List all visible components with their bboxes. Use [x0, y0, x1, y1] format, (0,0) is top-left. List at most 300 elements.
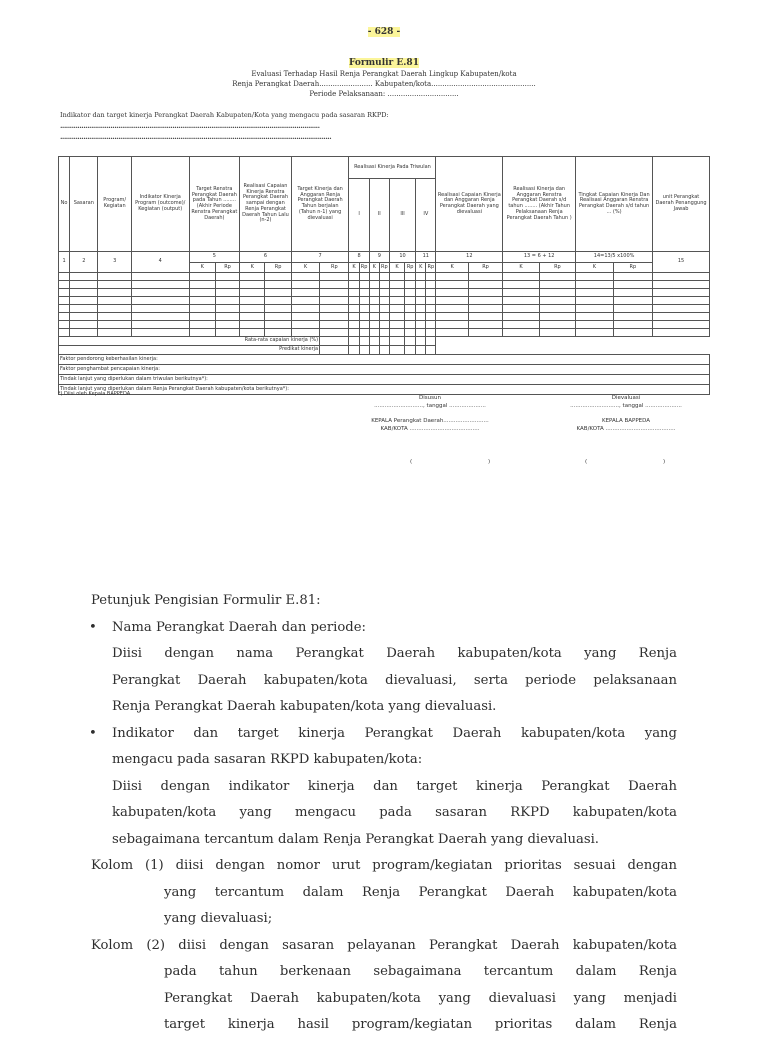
table-cell	[436, 281, 468, 289]
form-title: Formulir E.81	[349, 58, 419, 68]
table-cell	[320, 297, 349, 305]
table-cell	[98, 297, 131, 305]
table-cell	[653, 289, 710, 297]
table-cell	[576, 297, 613, 305]
table-cell	[320, 321, 349, 329]
header-realisasi-capaian: Realisasi Capaian Kinerja Renstra Perangkat Daerah sampai dengan Renja Perangkat Daerah Tahun Lalu (n-2)	[240, 157, 292, 252]
dots-line-1: ......................................................................................................................................	[60, 121, 320, 130]
table-cell	[468, 305, 502, 313]
table-cell	[503, 297, 539, 305]
table-cell	[405, 281, 416, 289]
table-cell	[349, 281, 359, 289]
k-label: K	[240, 263, 265, 273]
table-cell	[131, 321, 189, 329]
table-cell	[576, 281, 613, 289]
table-cell	[359, 273, 369, 281]
table-cell	[436, 305, 468, 313]
table-cell	[70, 289, 98, 297]
kolom-2-line-4: target kinerja hasil program/kegiatan prioritas dalam Renja	[164, 1017, 677, 1032]
table-row	[59, 281, 710, 289]
header-program: Program/ Kegiatan	[98, 157, 131, 252]
table-cell	[291, 289, 319, 297]
table-cell	[98, 313, 131, 321]
table-cell	[503, 305, 539, 313]
col-number: 1	[59, 252, 70, 273]
table-cell	[215, 273, 239, 281]
table-cell	[539, 297, 575, 305]
table-cell	[369, 273, 379, 281]
k-label: K	[436, 263, 468, 273]
bullet-2-title-1: Indikator dan target kinerja Perangkat Daerah kabupaten/kota yang	[112, 725, 677, 741]
table-cell	[349, 321, 359, 329]
header-indikator: Indikator Kinerja Program (outcome)/ Kegiatan (output)	[131, 157, 189, 252]
table-cell	[131, 289, 189, 297]
table-cell	[539, 329, 575, 337]
header-tw-3: III	[389, 179, 415, 252]
bullet-1-title: Nama Perangkat Daerah dan periode:	[112, 619, 366, 635]
table-cell	[291, 273, 319, 281]
table-cell	[405, 329, 416, 337]
table-cell	[613, 289, 652, 297]
table-cell	[359, 281, 369, 289]
table-cell	[59, 321, 70, 329]
col-number: 3	[98, 252, 131, 273]
table-cell	[59, 281, 70, 289]
table-cell	[389, 297, 404, 305]
table-cell	[265, 305, 291, 313]
indicator-line: Indikator dan target kinerja Perangkat Daerah Kabupaten/Kota yang mengacu pada sasaran RKPD:	[60, 111, 389, 119]
bullet-1-text-1: Diisi dengan nama Perangkat Daerah kabupaten/kota yang Renja	[112, 646, 677, 661]
title-line-3: Periode Pelaksanaan: ................................	[309, 90, 459, 98]
sign-right-date: ............................, tanggal .....................	[570, 403, 682, 409]
table-cell	[320, 273, 349, 281]
table-cell	[215, 329, 239, 337]
table-row	[59, 321, 710, 329]
table-cell	[291, 297, 319, 305]
kolom-2-line-2: pada tahun berkenaan sebagaimana tercantum dalam Renja	[164, 964, 677, 979]
table-row	[59, 329, 710, 337]
factor-pendorong: Faktor pendorong keberhasilan kinerja:	[59, 355, 710, 365]
table-row	[59, 273, 710, 281]
table-cell	[265, 321, 291, 329]
sign-right-name-close: )	[663, 459, 666, 465]
header-tw-4: IV	[416, 179, 436, 252]
table-cell	[59, 297, 70, 305]
table-cell	[389, 289, 404, 297]
col-number: 11	[416, 252, 436, 263]
table-cell	[349, 329, 359, 337]
col-number: 9	[369, 252, 389, 263]
table-cell	[576, 273, 613, 281]
table-cell	[98, 281, 131, 289]
table-cell	[436, 273, 468, 281]
table-cell	[189, 281, 215, 289]
table-cell	[240, 313, 265, 321]
k-label: K	[416, 263, 426, 273]
table-cell	[539, 273, 575, 281]
k-label: K	[369, 263, 379, 273]
page-number: - 628 -	[367, 27, 401, 37]
table-cell	[379, 305, 389, 313]
table-cell	[576, 329, 613, 337]
table-cell	[539, 305, 575, 313]
rp-label: Rp	[320, 263, 349, 273]
table-cell	[613, 297, 652, 305]
table-cell	[468, 297, 502, 305]
table-cell	[291, 321, 319, 329]
table-cell	[189, 305, 215, 313]
table-cell	[405, 297, 416, 305]
table-cell	[265, 297, 291, 305]
table-cell	[320, 281, 349, 289]
table-cell	[59, 289, 70, 297]
table-cell	[189, 313, 215, 321]
table-cell	[265, 329, 291, 337]
table-cell	[416, 329, 426, 337]
table-cell	[416, 281, 426, 289]
table-cell	[416, 321, 426, 329]
table-cell	[426, 297, 436, 305]
table-cell	[379, 297, 389, 305]
header-tw-1: I	[349, 179, 369, 252]
rp-label: Rp	[265, 263, 291, 273]
table-cell	[349, 313, 359, 321]
table-cell	[389, 329, 404, 337]
avg-label: Rata-rata capaian kinerja (%)	[59, 337, 320, 346]
table-cell	[436, 289, 468, 297]
table-cell	[613, 321, 652, 329]
bullet-2-text-2: kabupaten/kota yang mengacu pada sasaran RKPD kabupaten/kota	[112, 805, 677, 820]
table-cell	[70, 297, 98, 305]
table-cell	[98, 321, 131, 329]
table-cell	[405, 305, 416, 313]
table-cell	[59, 273, 70, 281]
k-label: K	[503, 263, 539, 273]
dots-line-2: ............................................................................................................................................	[60, 132, 332, 141]
header-realisasi-triwulan: Realisasi Kinerja Pada Triwulan	[349, 157, 436, 179]
rp-label: Rp	[215, 263, 239, 273]
kolom-2-line-3: Perangkat Daerah kabupaten/kota yang dievaluasi yang menjadi	[164, 990, 677, 1006]
table-cell	[416, 305, 426, 313]
table-cell	[416, 289, 426, 297]
table-cell	[389, 305, 404, 313]
table-cell	[653, 281, 710, 289]
table-cell	[426, 305, 436, 313]
table-cell	[189, 273, 215, 281]
table-cell	[426, 329, 436, 337]
header-target-kinerja: Target Kinerja dan Anggaran Renja Perangkat Daerah Tahun berjalan (Tahun n-1) yang dievaluasi	[291, 157, 349, 252]
table-cell	[320, 329, 349, 337]
bullet-2-title-line	[91, 721, 677, 748]
bullet-1-text-3: Renja Perangkat Daerah kabupaten/kota yang dievaluasi.	[112, 699, 497, 714]
sign-left-region: KAB/KOTA ........................................	[380, 426, 480, 432]
table-cell	[70, 281, 98, 289]
table-cell	[426, 273, 436, 281]
table-cell	[291, 305, 319, 313]
table-cell	[503, 289, 539, 297]
header-tw-2: II	[369, 179, 389, 252]
col-number: 12	[436, 252, 503, 263]
col-number: 13 = 6 + 12	[503, 252, 576, 263]
table-cell	[98, 305, 131, 313]
header-sasaran: Sasaran	[70, 157, 98, 252]
table-cell	[389, 313, 404, 321]
table-cell	[468, 329, 502, 337]
sign-right-region: KAB/KOTA ........................................	[576, 426, 676, 432]
table-cell	[613, 273, 652, 281]
table-cell	[215, 321, 239, 329]
predikat-label: Predikat kinerja	[59, 346, 320, 355]
col-number: 4	[131, 252, 189, 273]
col-number: 10	[389, 252, 415, 263]
table-cell	[240, 281, 265, 289]
table-cell	[426, 289, 436, 297]
instructions-heading: Petunjuk Pengisian Formulir E.81:	[91, 593, 321, 608]
table-cell	[379, 289, 389, 297]
table-cell	[369, 289, 379, 297]
col-number: 6	[240, 252, 292, 263]
table-row	[59, 305, 710, 313]
header-realisasi-capaian-2: Realisasi Capaian Kinerja dan Anggaran Renja Perangkat Daerah yang dievaluasi	[436, 157, 503, 252]
table-cell	[240, 329, 265, 337]
kolom-1-line-3: yang dievaluasi;	[164, 911, 273, 926]
table-cell	[539, 281, 575, 289]
table-cell	[613, 313, 652, 321]
table-cell	[359, 329, 369, 337]
table-cell	[379, 329, 389, 337]
table-cell	[436, 297, 468, 305]
rp-label: Rp	[379, 263, 389, 273]
table-cell	[131, 329, 189, 337]
table-cell	[131, 305, 189, 313]
empty-rows	[59, 273, 710, 337]
header-target-renstra: Target Renstra Perangkat Daerah pada Tahun ........ (Akhir Periode Renstra Perangkat Daerah)	[189, 157, 240, 252]
table-cell	[320, 313, 349, 321]
table-cell	[379, 313, 389, 321]
bullet-1-title-line	[91, 615, 677, 642]
table-cell	[265, 313, 291, 321]
table-cell	[131, 297, 189, 305]
table-cell	[265, 273, 291, 281]
table-cell	[576, 289, 613, 297]
table-cell	[359, 313, 369, 321]
rp-label: Rp	[426, 263, 436, 273]
table-cell	[576, 305, 613, 313]
header-realisasi-kinerja: Realisasi Kinerja dan Anggaran Renstra Perangkat Daerah s/d tahun ........ (Akhir Tahun Pelaksanaan Renja Perangkat Daerah Tahun )	[503, 157, 576, 252]
table-cell	[653, 321, 710, 329]
table-cell	[405, 313, 416, 321]
table-cell	[215, 313, 239, 321]
table-cell	[653, 273, 710, 281]
table-cell	[320, 289, 349, 297]
evaluation-table	[58, 156, 710, 395]
table-cell	[70, 321, 98, 329]
rp-label: Rp	[613, 263, 652, 273]
title-line-2: Renja Perangkat Daerah........................ Kabupaten/kota...............................................	[232, 80, 536, 88]
table-cell	[653, 297, 710, 305]
table-cell	[59, 305, 70, 313]
sign-right-title: Dievaluasi	[611, 395, 641, 401]
tindak-lanjut-triwulan: Tindak lanjut yang diperlukan dalam triwulan berikutnya*):	[59, 375, 710, 385]
k-label: K	[576, 263, 613, 273]
table-cell	[653, 305, 710, 313]
table-cell	[131, 313, 189, 321]
table-cell	[240, 289, 265, 297]
table-cell	[389, 273, 404, 281]
sign-left-date: ............................, tanggal .....................	[374, 403, 486, 409]
header-unit: unit Perangkat Daerah Penanggung Jawab	[653, 157, 710, 252]
table-cell	[405, 273, 416, 281]
rp-label: Rp	[539, 263, 575, 273]
table-cell	[468, 273, 502, 281]
table-cell	[503, 313, 539, 321]
table-cell	[98, 289, 131, 297]
bullet-2-title-2: mengacu pada sasaran RKPD kabupaten/kota:	[112, 752, 423, 767]
table-cell	[349, 297, 359, 305]
table-cell	[349, 289, 359, 297]
table-cell	[349, 305, 359, 313]
col-number: 15	[653, 252, 710, 273]
table-cell	[189, 289, 215, 297]
table-cell	[539, 321, 575, 329]
table-cell	[613, 329, 652, 337]
table-cell	[240, 321, 265, 329]
table-cell	[389, 281, 404, 289]
col-number: 5	[189, 252, 240, 263]
table-cell	[468, 321, 502, 329]
table-cell	[189, 329, 215, 337]
footnote: *) Diisi oleh Kepala BAPPEDA	[58, 391, 131, 397]
col-number: 8	[349, 252, 369, 263]
table-cell	[98, 273, 131, 281]
sign-right-name-open: (	[585, 459, 588, 465]
table-cell	[576, 321, 613, 329]
table-cell	[379, 273, 389, 281]
table-cell	[369, 297, 379, 305]
table-cell	[576, 313, 613, 321]
table-cell	[70, 313, 98, 321]
table-cell	[98, 329, 131, 337]
table-cell	[405, 321, 416, 329]
table-cell	[359, 321, 369, 329]
table-cell	[359, 305, 369, 313]
header-no: No	[59, 157, 70, 252]
table-cell	[613, 305, 652, 313]
table-cell	[215, 297, 239, 305]
table-cell	[369, 313, 379, 321]
table-cell	[468, 281, 502, 289]
table-cell	[131, 281, 189, 289]
kolom-1-line-2: yang tercantum dalam Renja Perangkat Daerah kabupaten/kota	[164, 884, 677, 900]
table-row	[59, 297, 710, 305]
table-cell	[539, 289, 575, 297]
k-label: K	[189, 263, 215, 273]
rp-label: Rp	[405, 263, 416, 273]
table-cell	[416, 297, 426, 305]
table-cell	[468, 289, 502, 297]
table-row	[59, 313, 710, 321]
table-cell	[379, 321, 389, 329]
table-cell	[240, 297, 265, 305]
bullet-1-text-2: Perangkat Daerah kabupaten/kota dievaluasi, serta periode pelaksanaan	[112, 672, 677, 688]
table-cell	[240, 273, 265, 281]
k-label: K	[349, 263, 359, 273]
k-label: K	[291, 263, 319, 273]
sign-left-name-open: (	[410, 459, 413, 465]
table-cell	[405, 289, 416, 297]
table-cell	[70, 305, 98, 313]
table-cell	[613, 281, 652, 289]
table-cell	[426, 321, 436, 329]
table-cell	[379, 281, 389, 289]
table-cell	[653, 329, 710, 337]
table-cell	[416, 313, 426, 321]
table-cell	[189, 321, 215, 329]
table-cell	[359, 297, 369, 305]
table-cell	[291, 329, 319, 337]
sign-left-title: Disusun	[419, 395, 441, 401]
col-number: 2	[70, 252, 98, 273]
bullet-2-text-1: Diisi dengan indikator kinerja dan target kinerja Perangkat Daerah	[112, 778, 677, 794]
table-cell	[59, 329, 70, 337]
table-cell	[436, 329, 468, 337]
table-cell	[416, 273, 426, 281]
table-cell	[265, 289, 291, 297]
table-cell	[189, 297, 215, 305]
kolom-1-line-1: Kolom (1) diisi dengan nomor urut program/kegiatan prioritas sesuai dengan	[91, 858, 677, 873]
table-cell	[389, 321, 404, 329]
instructions	[91, 588, 677, 1039]
table-cell	[369, 305, 379, 313]
table-cell	[59, 313, 70, 321]
table-cell	[369, 321, 379, 329]
table-cell	[320, 305, 349, 313]
col-number: 14=13/5 x100%	[576, 252, 653, 263]
table-cell	[131, 273, 189, 281]
table-cell	[503, 281, 539, 289]
table-cell	[436, 313, 468, 321]
table-cell	[369, 281, 379, 289]
table-cell	[70, 273, 98, 281]
k-label: K	[389, 263, 404, 273]
sign-left-name-close: )	[488, 459, 491, 465]
rp-label: Rp	[359, 263, 369, 273]
kolom-2-line-1: Kolom (2) diisi dengan sasaran pelayanan Perangkat Daerah kabupaten/kota	[91, 937, 677, 953]
tindak-lanjut-renja: Tindak lanjut yang diperlukan dalam Renja Perangkat Daerah kabupaten/kota berikutnya*):	[59, 385, 710, 395]
header-tingkat-capaian: Tingkat Capaian Kinerja Dan Realisasi Anggaran Renstra Perangkat Daerah s/d tahun ... (%)	[576, 157, 653, 252]
table-cell	[215, 305, 239, 313]
table-cell	[215, 289, 239, 297]
sign-left-role: KEPALA Perangkat Daerah..........................	[371, 418, 489, 424]
table-cell	[215, 281, 239, 289]
title-line-1: Evaluasi Terhadap Hasil Renja Perangkat Daerah Lingkup Kabupaten/kota	[251, 70, 517, 78]
table-cell	[426, 281, 436, 289]
table-cell	[369, 329, 379, 337]
table-cell	[240, 305, 265, 313]
table-cell	[359, 289, 369, 297]
table-cell	[503, 329, 539, 337]
table-cell	[426, 313, 436, 321]
table-cell	[436, 321, 468, 329]
table-cell	[265, 281, 291, 289]
table-cell	[468, 313, 502, 321]
table-cell	[291, 281, 319, 289]
table-cell	[70, 329, 98, 337]
bullet-icon: •	[89, 619, 97, 635]
col-number: 7	[291, 252, 349, 263]
table-cell	[291, 313, 319, 321]
bullet-icon: •	[89, 725, 97, 741]
